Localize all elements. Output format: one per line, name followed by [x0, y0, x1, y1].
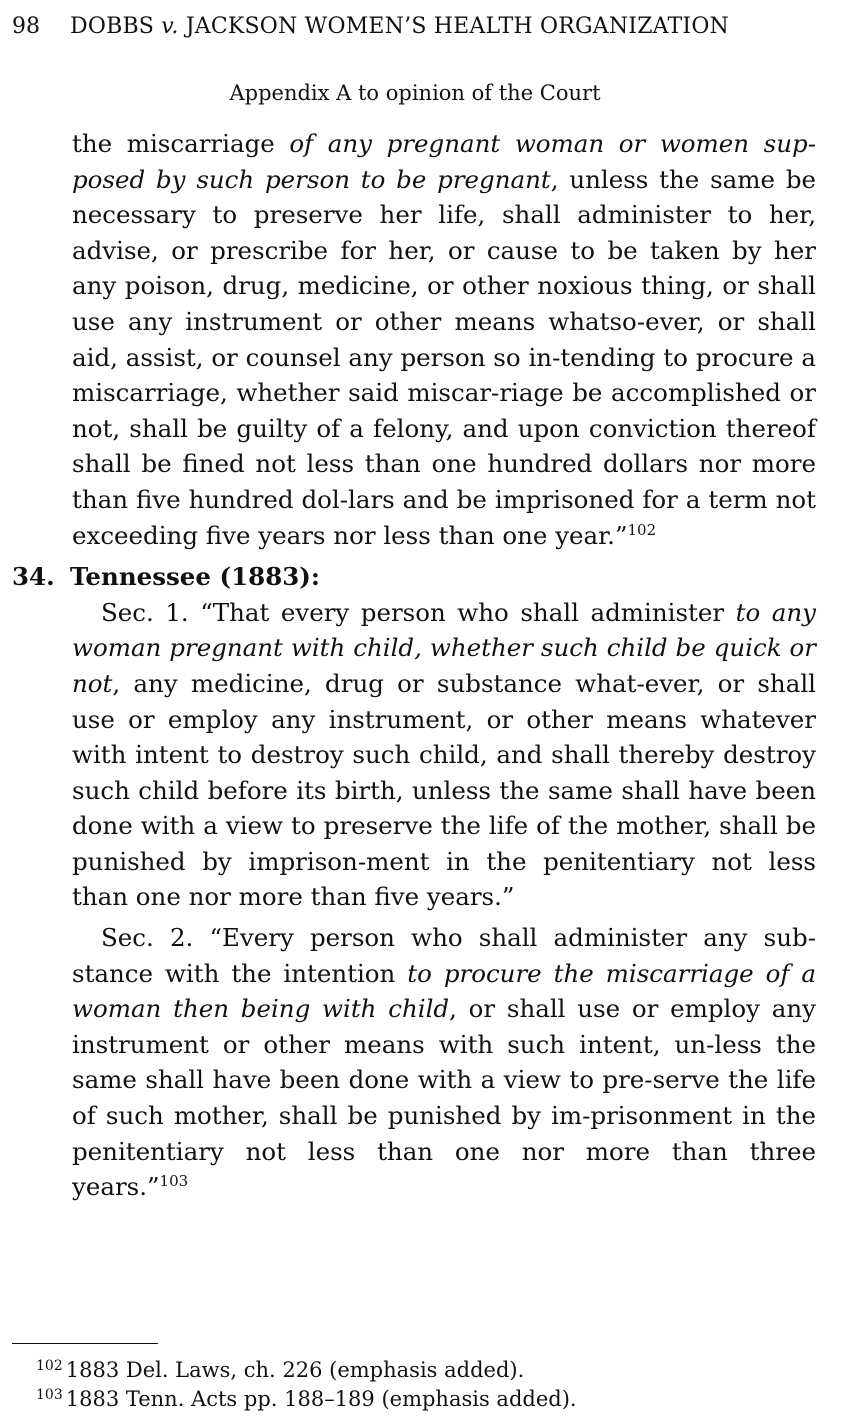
continuation-text-2: , unless the same be necessary to preserve her life, shall administer to her, advise, or prescribe for her, or cause to be taken by her any poison, drug, medicine, or other noxious thing, or shall use any instrument or other means whatso-ever, or shall aid, assist, or counsel any person so in-tending to procure a miscarriage, whether said miscar-riage be accomplished or not, shall be guilty of a felony, and upon conviction thereof shall be fined not less than one hundred dollars nor more than five hundred dol-lars and be imprisoned for a term not exceeding five years nor less than one year.”	[72, 164, 817, 550]
body-text	[12, 126, 817, 1205]
footnotes	[36, 1356, 816, 1414]
sec2-paragraph	[72, 920, 816, 1205]
sec1-emphasis: to any woman pregnant with child, whether such child be quick or not	[72, 597, 816, 698]
case-versus: v.	[161, 14, 179, 39]
footnote-ref-102[interactable]: 102	[627, 520, 657, 539]
footnote-text: 1883 Tenn. Acts pp. 188–189 (emphasis added).	[65, 1387, 577, 1411]
page-number: 98	[12, 14, 40, 39]
sec2-emphasis: to procure the miscarriage of a woman then being with child	[72, 958, 816, 1024]
section-title: Tennessee (1883):	[70, 562, 320, 592]
continuation-paragraph	[72, 126, 816, 553]
footnote-number: 102	[36, 1358, 63, 1374]
case-defendant: JACKSON WOMEN’S HEALTH ORGANIZATION	[185, 14, 730, 39]
running-head	[12, 12, 822, 42]
appendix-label: Appendix A to opinion of the Court	[229, 81, 601, 105]
section-heading	[12, 559, 816, 595]
footnote-102	[36, 1356, 816, 1385]
footnote-divider	[12, 1343, 158, 1344]
case-plaintiff: DOBBS	[70, 14, 155, 39]
sec1-paragraph	[72, 595, 816, 915]
footnote-103	[36, 1385, 816, 1414]
sec2-text-1: “Every person who shall administer any sub-stance with the intention	[72, 923, 816, 988]
section-number: 34.	[12, 562, 55, 592]
footnote-number: 103	[36, 1387, 63, 1403]
case-title	[70, 14, 729, 39]
continuation-text-1: the miscarriage	[72, 129, 290, 158]
continuation-emphasis: of any pregnant woman or women sup-posed by such person to be pregnant	[72, 129, 816, 194]
sec1-label: Sec. 1.	[101, 597, 201, 627]
sec1-text-2: , any medicine, drug or substance what-ever, or shall use or employ any instrument, or other means whatever with intent to destroy such child, and shall thereby destroy such child before its birth, unless the same shall have been done with a view to preserve the life of the mother, shall be punished by imprison-ment in the penitentiary not less than one nor more than five years.”	[72, 668, 816, 912]
footnote-text: 1883 Del. Laws, ch. 226 (emphasis added).	[65, 1358, 525, 1382]
footnote-ref-103[interactable]: 103	[159, 1172, 189, 1191]
sec2-label: Sec. 2.	[101, 923, 210, 953]
sec2-text-2: , or shall use or employ any instrument or other means with such intent, un-less the same shall have been done with a view to pre-serve the life of such mother, shall be punished by im-prisonment in the penitentiary not less than one nor more than three years.”	[72, 994, 816, 1202]
sec1-text-1: “That every person who shall administer	[200, 597, 736, 627]
